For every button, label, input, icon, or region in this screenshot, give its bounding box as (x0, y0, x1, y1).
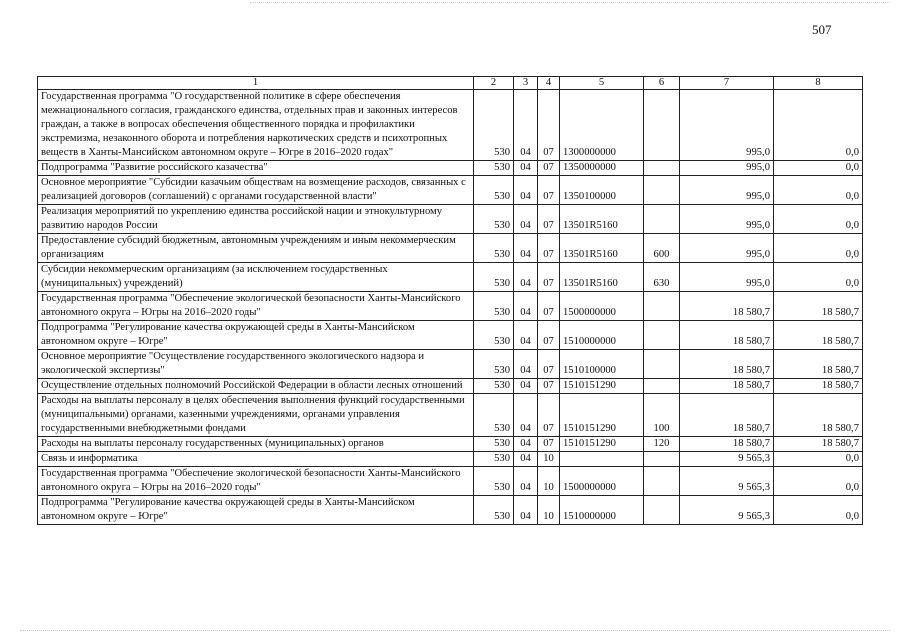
cell-name: Связь и информатика (38, 452, 474, 467)
header-col-5: 5 (560, 77, 644, 90)
cell-amount-8: 0,0 (774, 234, 863, 263)
cell-admin-code: 530 (474, 350, 514, 379)
cell-target-article: 1510100000 (560, 350, 644, 379)
cell-section: 04 (514, 234, 538, 263)
cell-section: 04 (514, 496, 538, 525)
cell-section: 04 (514, 350, 538, 379)
cell-subsection: 10 (538, 452, 560, 467)
cell-subsection: 07 (538, 176, 560, 205)
cell-amount-7: 995,0 (680, 234, 774, 263)
cell-expense-type: 630 (644, 263, 680, 292)
table-row (38, 452, 863, 467)
table-row (38, 394, 863, 437)
cell-admin-code: 530 (474, 467, 514, 496)
cell-target-article: 1510151290 (560, 394, 644, 437)
table-header-row (38, 77, 863, 90)
cell-target-article: 13501R5160 (560, 234, 644, 263)
cell-name: Осуществление отдельных полномочий Российской Федерации в области лесных отношений (38, 379, 474, 394)
budget-table (37, 76, 863, 525)
header-col-7: 7 (680, 77, 774, 90)
cell-section: 04 (514, 467, 538, 496)
cell-admin-code: 530 (474, 394, 514, 437)
cell-target-article: 1300000000 (560, 90, 644, 161)
table-row (38, 437, 863, 452)
cell-expense-type (644, 292, 680, 321)
cell-expense-type (644, 161, 680, 176)
cell-name: Предоставление субсидий бюджетным, автономным учреждениям и иным некоммерческим организациям (38, 234, 474, 263)
header-col-6: 6 (644, 77, 680, 90)
cell-name: Подпрограмма "Развитие российского казачества" (38, 161, 474, 176)
cell-amount-7: 995,0 (680, 205, 774, 234)
cell-target-article: 1510000000 (560, 496, 644, 525)
table-row (38, 176, 863, 205)
header-col-2: 2 (474, 77, 514, 90)
cell-target-article: 1510151290 (560, 437, 644, 452)
table-row (38, 467, 863, 496)
cell-amount-8: 18 580,7 (774, 350, 863, 379)
cell-amount-7: 18 580,7 (680, 321, 774, 350)
cell-subsection: 07 (538, 263, 560, 292)
cell-name: Подпрограмма "Регулирование качества окружающей среды в Ханты-Мансийском автономном округе – Югре" (38, 321, 474, 350)
cell-expense-type (644, 205, 680, 234)
cell-name: Реализация мероприятий по укреплению единства российской нации и этнокультурному развитию народов России (38, 205, 474, 234)
cell-expense-type: 120 (644, 437, 680, 452)
cell-name: Подпрограмма "Регулирование качества окружающей среды в Ханты-Мансийском автономном округе – Югре" (38, 496, 474, 525)
cell-amount-7: 18 580,7 (680, 437, 774, 452)
cell-admin-code: 530 (474, 161, 514, 176)
cell-subsection: 07 (538, 350, 560, 379)
cell-amount-7: 18 580,7 (680, 292, 774, 321)
cell-target-article: 1500000000 (560, 467, 644, 496)
cell-subsection: 07 (538, 90, 560, 161)
cell-admin-code: 530 (474, 292, 514, 321)
cell-name: Государственная программа "О государственной политике в сфере обеспечения межнационального согласия, гражданского единства, отдельных прав и законных интересов граждан, а также в вопросах обеспечения общественного порядка и профилактики экстремизма, незаконного оборота и потребления наркотических средств и психотропных веществ в Ханты-Мансийском автономном округе – Югре в 2016–2020 годах" (38, 90, 474, 161)
table-row (38, 234, 863, 263)
cell-amount-8: 0,0 (774, 467, 863, 496)
cell-name: Государственная программа "Обеспечение экологической безопасности Ханты-Мансийского автономного округа – Югры на 2016–2020 годы" (38, 292, 474, 321)
cell-name: Субсидии некоммерческим организациям (за исключением государственных (муниципальных) учреждений) (38, 263, 474, 292)
cell-expense-type (644, 350, 680, 379)
cell-amount-7: 995,0 (680, 176, 774, 205)
cell-subsection: 07 (538, 292, 560, 321)
cell-subsection: 07 (538, 205, 560, 234)
cell-amount-8: 18 580,7 (774, 394, 863, 437)
table-row (38, 263, 863, 292)
cell-section: 04 (514, 394, 538, 437)
header-col-8: 8 (774, 77, 863, 90)
cell-subsection: 07 (538, 379, 560, 394)
table-row (38, 321, 863, 350)
cell-admin-code: 530 (474, 437, 514, 452)
scan-artifact-top (250, 2, 890, 3)
table-row (38, 292, 863, 321)
cell-expense-type (644, 379, 680, 394)
cell-amount-7: 9 565,3 (680, 496, 774, 525)
cell-section: 04 (514, 379, 538, 394)
cell-section: 04 (514, 321, 538, 350)
cell-amount-8: 18 580,7 (774, 379, 863, 394)
cell-target-article: 1350100000 (560, 176, 644, 205)
cell-expense-type (644, 496, 680, 525)
cell-target-article: 13501R5160 (560, 205, 644, 234)
scan-artifact-bottom (20, 630, 890, 631)
cell-amount-7: 18 580,7 (680, 379, 774, 394)
cell-target-article: 1350000000 (560, 161, 644, 176)
cell-target-article: 13501R5160 (560, 263, 644, 292)
cell-amount-8: 0,0 (774, 90, 863, 161)
cell-amount-7: 9 565,3 (680, 467, 774, 496)
cell-section: 04 (514, 90, 538, 161)
cell-subsection: 10 (538, 496, 560, 525)
cell-expense-type (644, 176, 680, 205)
cell-amount-7: 9 565,3 (680, 452, 774, 467)
cell-amount-8: 0,0 (774, 161, 863, 176)
cell-admin-code: 530 (474, 379, 514, 394)
cell-subsection: 07 (538, 234, 560, 263)
cell-section: 04 (514, 452, 538, 467)
cell-admin-code: 530 (474, 263, 514, 292)
cell-amount-8: 0,0 (774, 205, 863, 234)
cell-section: 04 (514, 292, 538, 321)
table-row (38, 350, 863, 379)
cell-amount-7: 18 580,7 (680, 350, 774, 379)
cell-expense-type (644, 467, 680, 496)
cell-amount-8: 0,0 (774, 452, 863, 467)
cell-admin-code: 530 (474, 176, 514, 205)
cell-section: 04 (514, 263, 538, 292)
cell-expense-type (644, 90, 680, 161)
cell-subsection: 07 (538, 321, 560, 350)
cell-subsection: 10 (538, 467, 560, 496)
cell-amount-8: 18 580,7 (774, 437, 863, 452)
cell-amount-8: 18 580,7 (774, 292, 863, 321)
table-row (38, 161, 863, 176)
cell-expense-type (644, 452, 680, 467)
cell-section: 04 (514, 176, 538, 205)
cell-target-article (560, 452, 644, 467)
cell-section: 04 (514, 205, 538, 234)
cell-amount-7: 18 580,7 (680, 394, 774, 437)
page-number: 507 (812, 22, 832, 37)
cell-expense-type: 100 (644, 394, 680, 437)
cell-name: Расходы на выплаты персоналу в целях обеспечения выполнения функций государственными (муниципальными) органами, казенными учреждениями, органами управления государственными внебюджетными фондами (38, 394, 474, 437)
cell-amount-8: 0,0 (774, 496, 863, 525)
cell-target-article: 1500000000 (560, 292, 644, 321)
cell-name: Государственная программа "Обеспечение экологической безопасности Ханты-Мансийского автономного округа – Югры на 2016–2020 годы" (38, 467, 474, 496)
cell-section: 04 (514, 437, 538, 452)
cell-target-article: 1510151290 (560, 379, 644, 394)
cell-expense-type: 600 (644, 234, 680, 263)
header-col-3: 3 (514, 77, 538, 90)
cell-admin-code: 530 (474, 205, 514, 234)
cell-amount-8: 18 580,7 (774, 321, 863, 350)
cell-name: Расходы на выплаты персоналу государственных (муниципальных) органов (38, 437, 474, 452)
table-row (38, 205, 863, 234)
cell-admin-code: 530 (474, 321, 514, 350)
cell-expense-type (644, 321, 680, 350)
cell-admin-code: 530 (474, 452, 514, 467)
cell-admin-code: 530 (474, 234, 514, 263)
cell-amount-7: 995,0 (680, 90, 774, 161)
cell-admin-code: 530 (474, 496, 514, 525)
cell-subsection: 07 (538, 161, 560, 176)
table-row (38, 90, 863, 161)
cell-name: Основное мероприятие "Субсидии казачьим обществам на возмещение расходов, связанных с реализацией договоров (соглашений) с органами государственной власти" (38, 176, 474, 205)
cell-amount-7: 995,0 (680, 263, 774, 292)
cell-target-article: 1510000000 (560, 321, 644, 350)
header-col-4: 4 (538, 77, 560, 90)
cell-subsection: 07 (538, 437, 560, 452)
cell-amount-7: 995,0 (680, 161, 774, 176)
header-col-1: 1 (38, 77, 474, 90)
table-row (38, 496, 863, 525)
table-row (38, 379, 863, 394)
cell-amount-8: 0,0 (774, 263, 863, 292)
cell-section: 04 (514, 161, 538, 176)
cell-admin-code: 530 (474, 90, 514, 161)
cell-name: Основное мероприятие "Осуществление государственного экологического надзора и экологической экспертизы" (38, 350, 474, 379)
cell-subsection: 07 (538, 394, 560, 437)
cell-amount-8: 0,0 (774, 176, 863, 205)
